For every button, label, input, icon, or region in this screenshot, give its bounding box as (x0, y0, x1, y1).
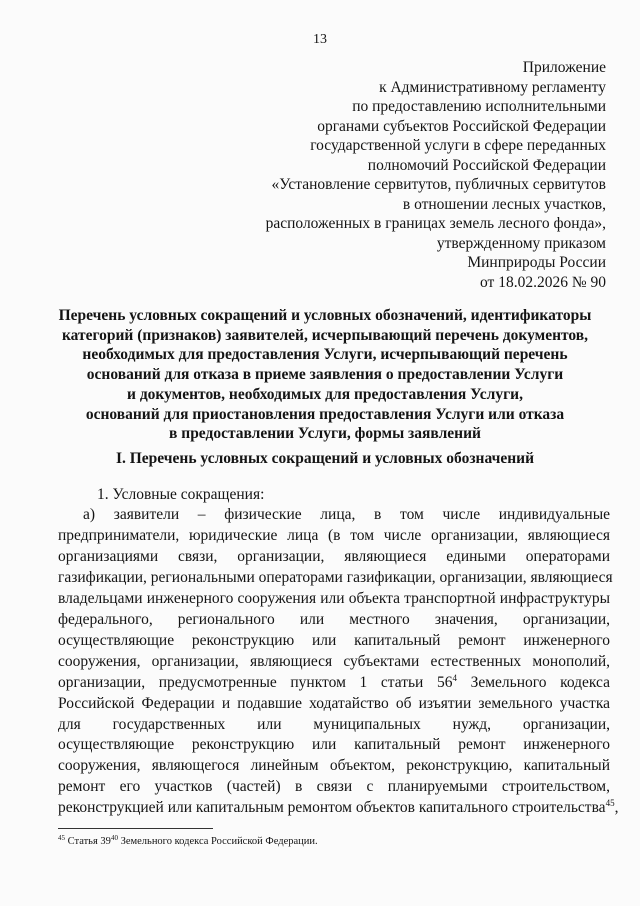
footnote-text-tail: Земельного кодекса Российской Федерации. (117, 836, 318, 847)
appendix-line: Приложение (522, 59, 606, 76)
appendix-line: государственной услуги в сфере переданных (310, 137, 606, 154)
paragraph-line (58, 673, 610, 694)
section-heading: I. Перечень условных сокращений и условных обозначений (115, 450, 535, 467)
appendix-line: к Административному регламенту (379, 78, 606, 96)
title-line: оснований для отказа в приеме заявления о предоставлении Услуги (86, 366, 564, 384)
paragraph-line: сооружения, являющегося линейным объектом, реконструкцию, капитальный (58, 757, 610, 775)
footnote-mark: 45 (58, 834, 65, 842)
footnote-text-superscript: 40 (110, 834, 118, 842)
paragraph-line-text: организации, предусмотренные пунктом 1 статьи 56 (58, 673, 453, 691)
paragraph-line: владельцами инженерного сооружения или объекта транспортной инфраструктуры (58, 589, 610, 607)
paragraph-line: для государственных или муниципальных нужд, организации, (58, 715, 610, 733)
paragraph-line: осуществляющие реконструкцию или капитальный ремонт инженерного (58, 631, 610, 649)
appendix-line: Минприроды России (467, 254, 606, 271)
title-line: Перечень условных сокращений и условных обозначений, идентификаторы (58, 307, 592, 324)
appendix-line: расположенных в границах земель лесного фонда», (265, 215, 606, 232)
paragraph-line: а) заявители – физические лица, в том числе индивидуальные (83, 506, 610, 523)
page-number: 13 (313, 32, 327, 47)
footnote-divider (58, 828, 213, 829)
appendix-line: по предоставлению исполнительными (352, 98, 606, 115)
paragraph-line: организациями связи, организации, являющиеся едиными операторами (58, 547, 610, 565)
paragraph-line: предприниматели, юридические лица (в том числе организации, являющиеся (58, 526, 610, 544)
paragraph-line: газификации, региональными операторами газификации, организации, являющиеся (58, 568, 613, 586)
title-line: категорий (признаков) заявителей, исчерпывающий перечень документов, (61, 326, 589, 344)
body-paragraph (58, 505, 619, 819)
footnote (58, 836, 318, 847)
paragraph-line-tail: , (614, 799, 619, 817)
title-line: в предоставлении Услуги, формы заявлений (169, 425, 481, 443)
paragraph-line: ремонт его участков (частей) в связи с планируемыми строительством, (58, 778, 610, 796)
title-line: и документов, необходимых для предоставления Услуги, (127, 385, 523, 403)
title-line: необходимых для предоставления Услуги, исчерпывающий перечень (82, 346, 568, 364)
footnote-reference[interactable]: 45 (605, 798, 615, 809)
document-title (40, 306, 610, 444)
appendix-line: полномочий Российской Федерации (367, 156, 606, 174)
paragraph-line: осуществляющие реконструкцию или капитальный ремонт инженерного (58, 736, 610, 754)
paragraph-line-tail: Земельного кодекса (470, 673, 611, 691)
paragraph-line: Российской Федерации и подавшие ходатайство об изъятии земельного участка (58, 694, 610, 712)
appendix-line: в отношении лесных участков, (402, 195, 606, 213)
list-item-abbreviations: 1. Условные сокращения: (97, 486, 265, 503)
appendix-line: от 18.02.2026 № 90 (480, 273, 606, 291)
footnote-text: Статья 39 (67, 836, 111, 847)
paragraph-line-text: реконструкцией или капитальным ремонтом объектов капитального строительства (58, 799, 606, 817)
title-line: оснований для приостановления предоставления Услуги или отказа (85, 405, 565, 423)
appendix-line: органами субъектов Российской Федерации (317, 117, 606, 135)
paragraph-line: федерального, регионального или местного значения, организации, (58, 610, 610, 628)
footnote-superscript: 4 (452, 672, 457, 683)
paragraph-line (58, 798, 619, 819)
appendix-block (266, 58, 606, 292)
appendix-line: утвержденному приказом (436, 234, 606, 252)
appendix-line: «Установление сервитутов, публичных сервитутов (271, 176, 606, 193)
paragraph-line: сооружения, организации, являющиеся субъектами естественных монополий, (58, 652, 610, 670)
